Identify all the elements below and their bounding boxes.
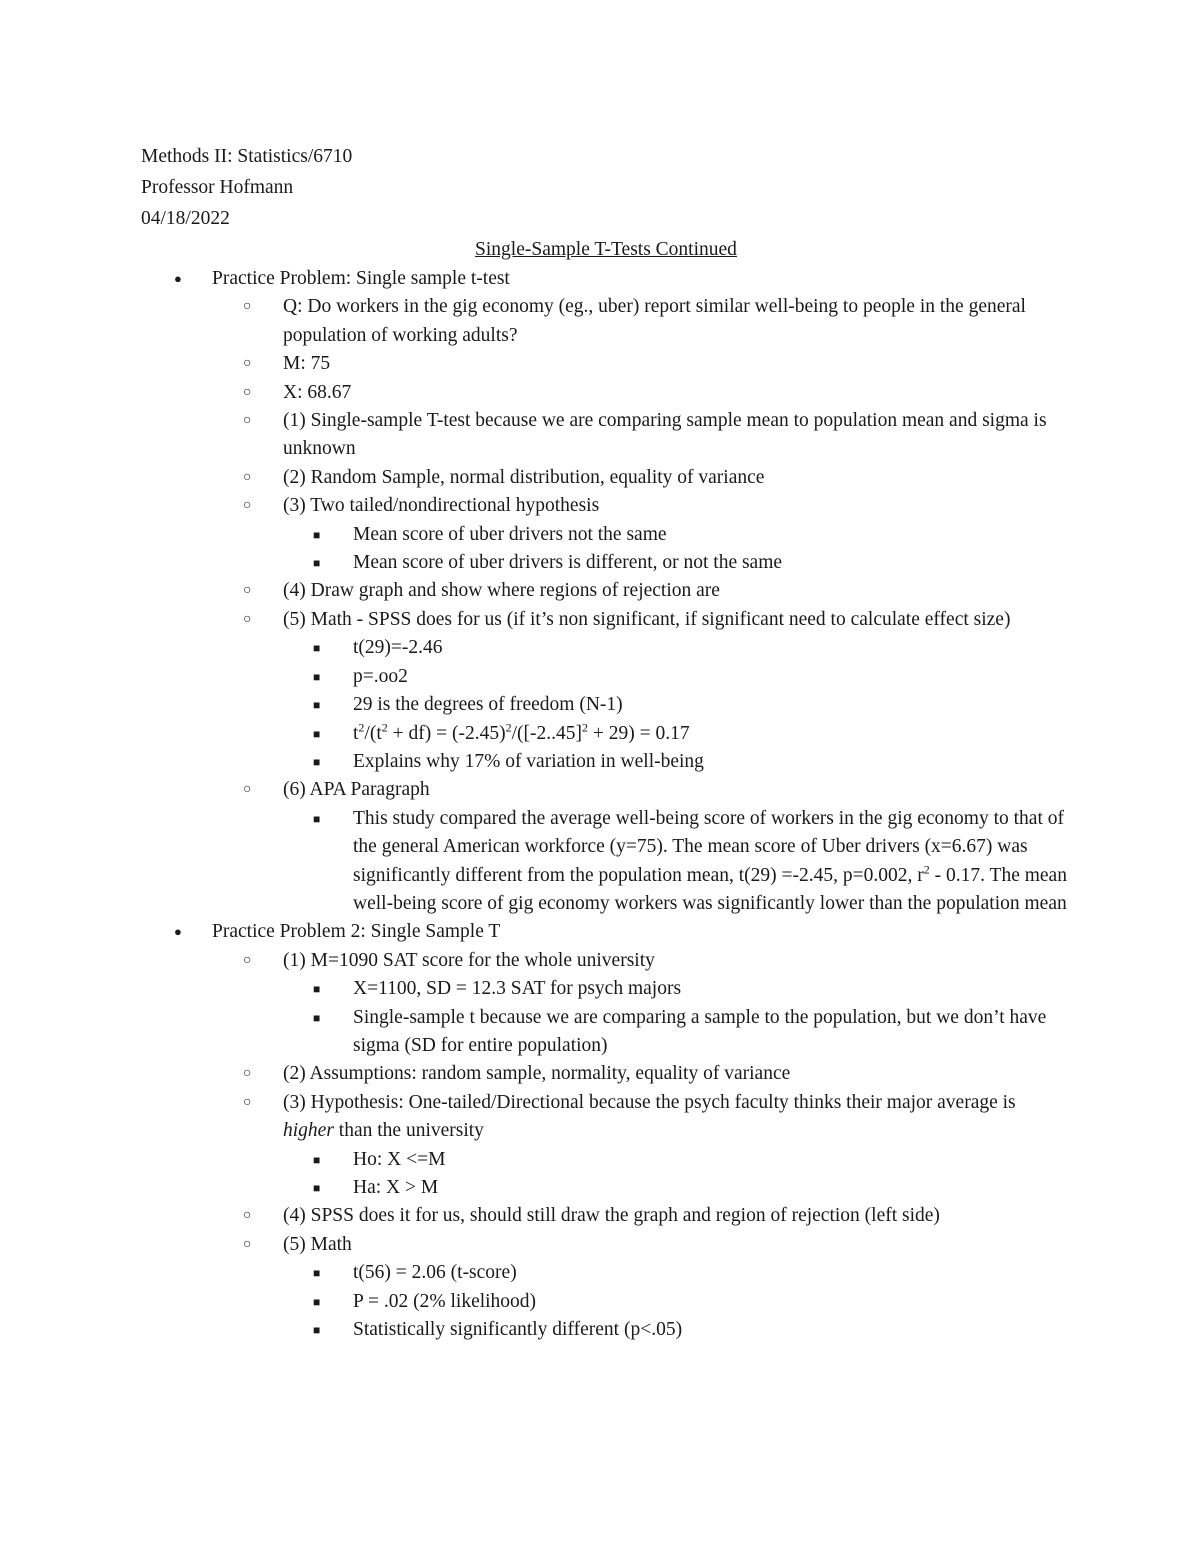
list-item: ■ Mean score of uber drivers not the same (141, 521, 1071, 549)
list-item: ■ Statistically significantly different (p<.05) (141, 1316, 1071, 1344)
bullet-icon: ● (174, 924, 182, 940)
list-item: ○ X: 68.67 (141, 379, 1071, 407)
list-item: ○ M: 75 (141, 350, 1071, 378)
list-item: ○ (4) SPSS does it for us, should still draw the graph and region of rejection (left side) (141, 1202, 1071, 1230)
list-item: ■ t(29)=-2.46 (141, 634, 1071, 662)
square-bullet-icon: ■ (313, 698, 321, 713)
notes-list (141, 265, 1071, 1344)
circle-bullet-icon: ○ (243, 952, 252, 968)
circle-bullet-icon: ○ (243, 498, 252, 514)
list-item: ○ (5) Math (141, 1231, 1071, 1259)
list-item: ○ (2) Assumptions: random sample, normality, equality of variance (141, 1060, 1071, 1088)
list-item: ○ (1) M=1090 SAT score for the whole university (141, 947, 1071, 975)
list-item: ○ (3) Two tailed/nondirectional hypothesis (141, 492, 1071, 520)
document-page (141, 141, 1071, 1344)
professor-name: Professor Hofmann (141, 177, 294, 198)
course-name: Methods II: Statistics/6710 (141, 146, 353, 167)
square-bullet-icon: ■ (313, 726, 321, 741)
list-item: ○ (2) Random Sample, normal distribution, equality of variance (141, 464, 1071, 492)
circle-bullet-icon: ○ (243, 413, 252, 429)
square-bullet-icon: ■ (313, 754, 321, 769)
list-item: ■ Single-sample t because we are comparing a sample to the population, but we don’t have sigma (SD for entire population) (141, 1004, 1071, 1061)
list-item-problem-1: ● Practice Problem: Single sample t-test (141, 265, 1071, 293)
square-bullet-icon: ■ (313, 982, 321, 997)
apa-paragraph: ■ This study compared the average well-being score of workers in the gig economy to that of the general American workforce (y=75). The mean score of Uber drivers (x=6.67) was significantly different from the population mean, t(29) =-2.45, p=0.002, $r^2 - 0.17$. The mean well-being score of gig economy workers was significantly lower than the population mean (141, 805, 1071, 919)
circle-bullet-icon: ○ (243, 1208, 252, 1224)
list-item: ■ Mean score of uber drivers is different, or not the same (141, 549, 1071, 577)
square-bullet-icon: ■ (313, 641, 321, 656)
circle-bullet-icon: ○ (243, 1094, 252, 1110)
list-item: ○ (1) Single-sample T-test because we are comparing sample mean to population mean and sigma is unknown (141, 407, 1071, 464)
square-bullet-icon: ■ (313, 1010, 321, 1025)
list-item: ■ Explains why 17% of variation in well-being (141, 748, 1071, 776)
circle-bullet-icon: ○ (243, 299, 252, 315)
square-bullet-icon: ■ (313, 1266, 321, 1281)
list-item: ■ X=1100, SD = 12.3 SAT for psych majors (141, 975, 1071, 1003)
square-bullet-icon: ■ (313, 556, 321, 571)
list-item: ■ t(56) = 2.06 (t-score) (141, 1259, 1071, 1287)
square-bullet-icon: ■ (313, 527, 321, 542)
list-item-problem-2: ● Practice Problem 2: Single Sample T (141, 918, 1071, 946)
list-item: ■ P = .02 (2% likelihood) (141, 1288, 1071, 1316)
square-bullet-icon: ■ (313, 1181, 321, 1195)
list-item: ○ (4) Draw graph and show where regions of rejection are (141, 577, 1071, 605)
bullet-icon: ● (174, 271, 182, 286)
circle-bullet-icon: ○ (243, 356, 252, 372)
date: 04/18/2022 (141, 208, 230, 229)
circle-bullet-icon: ○ (243, 1236, 252, 1252)
list-item: ■ Ha: X > M (141, 1174, 1071, 1202)
list-item: ■ Ho: X <=M (141, 1146, 1071, 1174)
square-bullet-icon: ■ (313, 1152, 321, 1167)
circle-bullet-icon: ○ (243, 611, 252, 627)
square-bullet-icon: ■ (313, 811, 321, 826)
list-item: ○ (3) Hypothesis: One-tailed/Directional because the psych faculty thinks their major average is higher than the university (141, 1089, 1071, 1146)
list-item: ○ (5) Math - SPSS does for us (if it’s non significant, if significant need to calculate effect size) (141, 606, 1071, 634)
list-item: ■ 29 is the degrees of freedom (N-1) (141, 691, 1071, 719)
circle-bullet-icon: ○ (243, 469, 252, 485)
list-item: ○ Q: Do workers in the gig economy (eg., uber) report similar well-being to people in the general population of working adults? (141, 293, 1071, 350)
list-item: ○ (6) APA Paragraph (141, 776, 1071, 804)
list-item: ■ p=.oo2 (141, 663, 1071, 691)
square-bullet-icon: ■ (313, 669, 321, 684)
circle-bullet-icon: ○ (243, 384, 252, 400)
circle-bullet-icon: ○ (243, 583, 252, 599)
square-bullet-icon: ■ (313, 1323, 321, 1338)
page-title: Single-Sample T-Tests Continued (475, 239, 737, 260)
square-bullet-icon: ■ (313, 1294, 321, 1309)
circle-bullet-icon: ○ (243, 782, 252, 798)
circle-bullet-icon: ○ (243, 1066, 252, 1082)
effect-size-formula: ■ $t^2/(t^2 + df) = (-2.45)^2/([-2..45]^2 + 29) = 0.17$ (141, 720, 1071, 748)
